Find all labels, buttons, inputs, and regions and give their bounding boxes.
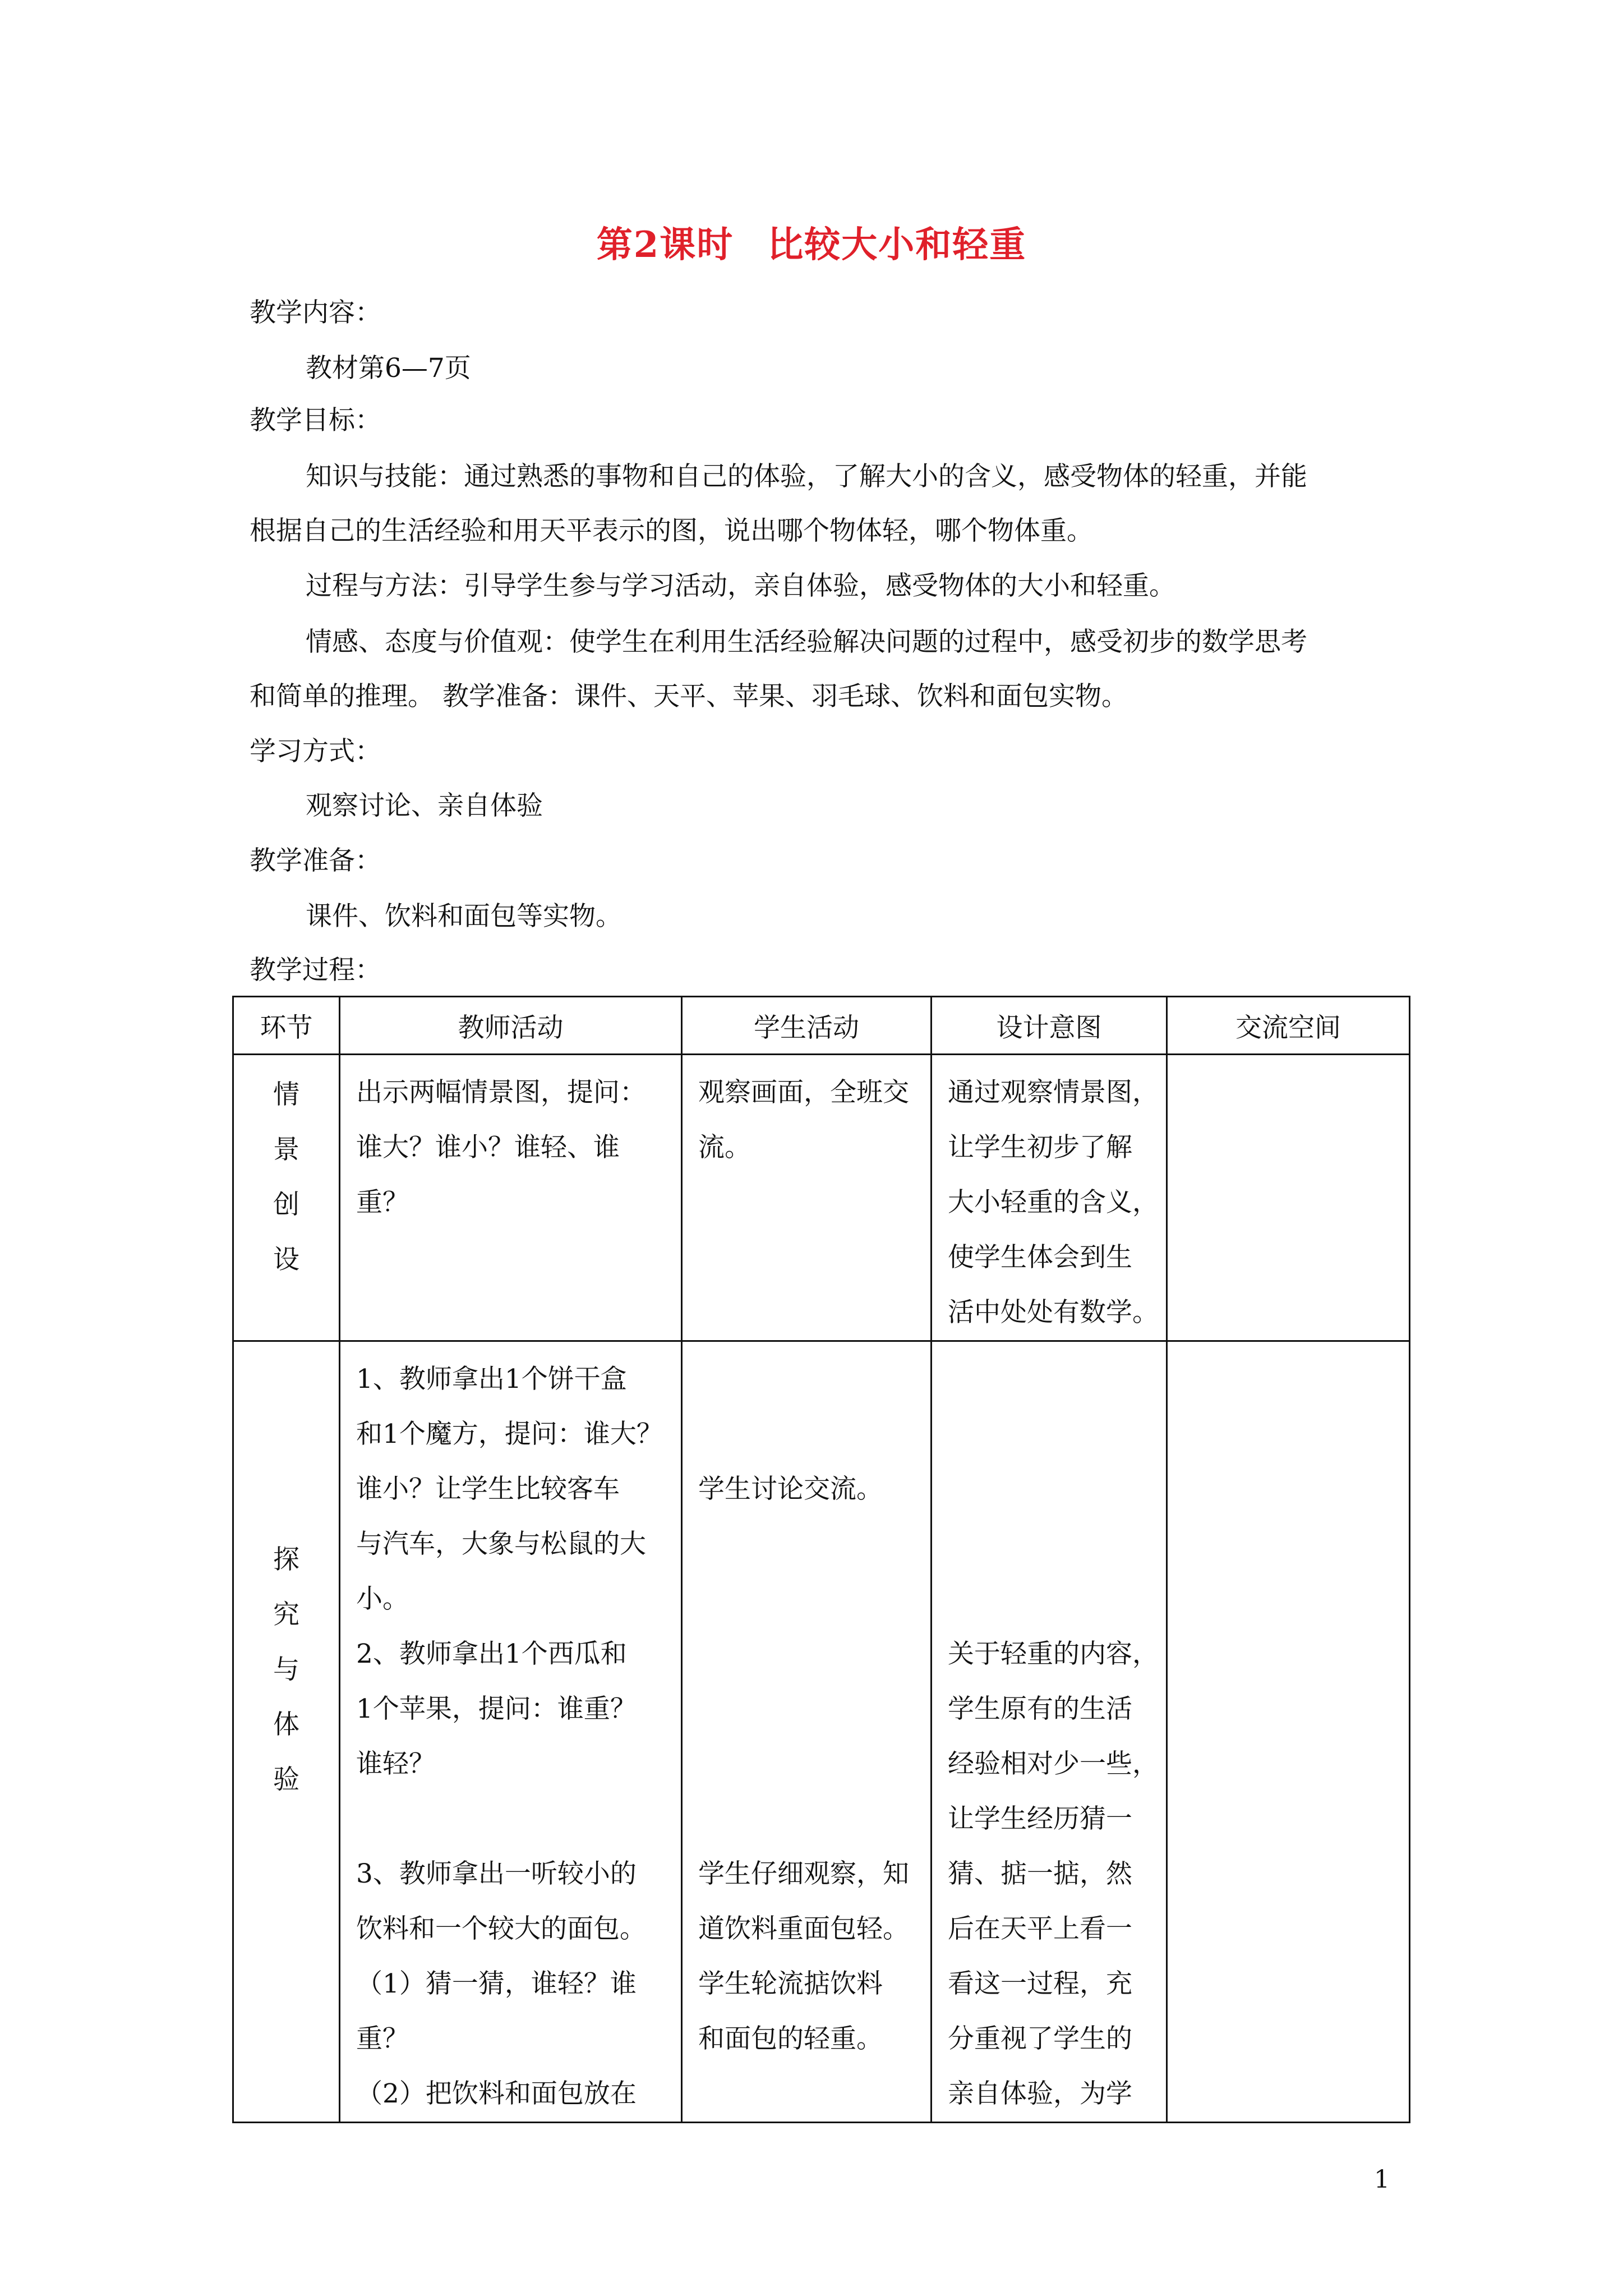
cell-line	[698, 1627, 918, 1682]
prep-heading: 教学准备：	[250, 845, 381, 876]
student-cell	[682, 1055, 932, 1341]
cell-line: 观察画面，全班交	[698, 1077, 909, 1108]
stage-char: 体	[273, 1709, 299, 1740]
cell-line	[698, 1737, 918, 1792]
intent-cell	[932, 1055, 1167, 1341]
stage-char: 探	[273, 1544, 299, 1575]
method-heading: 学习方式：	[250, 736, 381, 767]
cell-line	[356, 1792, 668, 1847]
cell-line: 3、教师拿出一听较小的	[356, 1858, 637, 1889]
exchange-cell	[1167, 1341, 1410, 2123]
cell-line	[698, 1682, 918, 1737]
cell-line: 出示两幅情景图，提问：	[356, 1077, 646, 1108]
cell-line: 谁小？让学生比较客车	[356, 1474, 620, 1504]
content-heading: 教学内容：	[250, 297, 381, 328]
goal-knowledge-line2: 根据自己的生活经验和用天平表示的图，说出哪个物体轻，哪个物体重。	[250, 516, 1093, 546]
cell-line: 使学生体会到生	[948, 1242, 1132, 1273]
cell-line: 和面包的轻重。	[698, 2023, 883, 2054]
lesson-process-table	[232, 996, 1410, 2123]
cell-line: 重？	[356, 2023, 409, 2054]
cell-line	[948, 1517, 1154, 1572]
cell-line: 学生原有的生活	[948, 1694, 1132, 1724]
goal-knowledge-line1: 知识与技能：通过熟悉的事物和自己的体验，了解大小的含义，感受物体的轻重，并能	[306, 461, 1307, 492]
cell-line: （2）把饮料和面包放在	[356, 2078, 637, 2109]
cell-line: 通过观察情景图，	[948, 1077, 1159, 1108]
cell-line: 道饮料重面包轻。	[698, 1913, 909, 1944]
header-stage: 环节	[233, 997, 340, 1055]
cell-line: 看这一过程，充	[948, 1968, 1132, 1999]
cell-line: 饮料和一个较大的面包。	[356, 1913, 646, 1944]
process-heading: 教学过程：	[250, 955, 381, 986]
cell-line: 经验相对少一些，	[948, 1749, 1159, 1779]
teacher-cell	[340, 1341, 682, 2123]
cell-line: 1个苹果，提问：谁重？	[356, 1694, 637, 1724]
table-header-row	[233, 997, 1410, 1055]
stage-char: 景	[273, 1134, 299, 1165]
cell-line: 让学生初步了解	[948, 1132, 1132, 1163]
cell-line	[948, 1462, 1154, 1517]
cell-line	[948, 1352, 1154, 1407]
stage-char: 情	[273, 1079, 299, 1110]
header-intent: 设计意图	[932, 997, 1167, 1055]
goal-emotion-line2: 和简单的推理。 教学准备：课件、天平、苹果、羽毛球、饮料和面包实物。	[250, 681, 1128, 712]
stage-cell	[233, 1055, 340, 1341]
cell-line: 1、教师拿出1个饼干盒	[356, 1364, 627, 1395]
goals-heading: 教学目标：	[250, 405, 381, 436]
stage-char: 设	[273, 1244, 299, 1275]
cell-line: 后在天平上看一	[948, 1913, 1132, 1944]
teacher-cell	[340, 1055, 682, 1341]
goal-emotion-line1: 情感、态度与价值观：使学生在利用生活经验解决问题的过程中，感受初步的数学思考	[306, 627, 1307, 657]
table-row	[233, 1341, 1410, 2123]
cell-line: （1）猜一猜，谁轻？谁	[356, 1968, 637, 1999]
cell-line: 谁轻？	[356, 1749, 435, 1779]
stage-char: 验	[273, 1764, 299, 1795]
goal-process: 过程与方法：引导学生参与学习活动，亲自体验，感受物体的大小和轻重。	[306, 570, 1175, 601]
cell-line: 让学生经历猜一	[948, 1803, 1132, 1834]
cell-line	[698, 1517, 918, 1572]
cell-line: 亲自体验，为学	[948, 2078, 1132, 2109]
header-exchange: 交流空间	[1167, 997, 1410, 1055]
cell-line: 学生轮流掂饮料	[698, 1968, 883, 1999]
cell-line: 2、教师拿出1个西瓜和	[356, 1639, 627, 1669]
cell-line	[948, 1407, 1154, 1462]
stage-char: 创	[273, 1189, 299, 1220]
cell-line: 猜、掂一掂，然	[948, 1858, 1132, 1889]
cell-line	[698, 1572, 918, 1627]
lesson-topic: 比较大小和轻重	[767, 224, 1027, 266]
cell-line: 学生讨论交流。	[698, 1474, 883, 1504]
cell-line	[698, 1352, 918, 1407]
method-text: 观察讨论、亲自体验	[306, 790, 543, 821]
prep-text: 课件、饮料和面包等实物。	[306, 901, 622, 932]
page-title	[0, 216, 1623, 268]
cell-line: 小。	[356, 1584, 409, 1614]
stage-char: 与	[273, 1654, 299, 1685]
intent-cell	[932, 1341, 1167, 2123]
cell-line	[698, 1407, 918, 1462]
cell-line: 大小轻重的含义，	[948, 1187, 1159, 1218]
cell-line: 关于轻重的内容，	[948, 1639, 1159, 1669]
header-student: 学生活动	[682, 997, 932, 1055]
stage-cell	[233, 1341, 340, 2123]
cell-line	[698, 1792, 918, 1847]
header-teacher: 教师活动	[340, 997, 682, 1055]
cell-line: 流。	[698, 1132, 751, 1163]
content-text: 教材第6—7页	[306, 353, 471, 384]
student-cell	[682, 1341, 932, 2123]
cell-line: 学生仔细观察，知	[698, 1858, 909, 1889]
cell-line	[948, 1572, 1154, 1627]
lesson-number: 第2课时	[596, 224, 734, 266]
exchange-cell	[1167, 1055, 1410, 1341]
cell-line: 和1个魔方，提问：谁大？	[356, 1419, 663, 1450]
cell-line: 与汽车，大象与松鼠的大	[356, 1529, 646, 1559]
table-row	[233, 1055, 1410, 1341]
stage-char: 究	[273, 1599, 299, 1630]
cell-line: 谁大？谁小？谁轻、谁	[356, 1132, 620, 1163]
page-number: 1	[1374, 2165, 1390, 2194]
cell-line: 分重视了学生的	[948, 2023, 1132, 2054]
cell-line: 活中处处有数学。	[948, 1297, 1159, 1328]
cell-line: 重？	[356, 1187, 409, 1218]
